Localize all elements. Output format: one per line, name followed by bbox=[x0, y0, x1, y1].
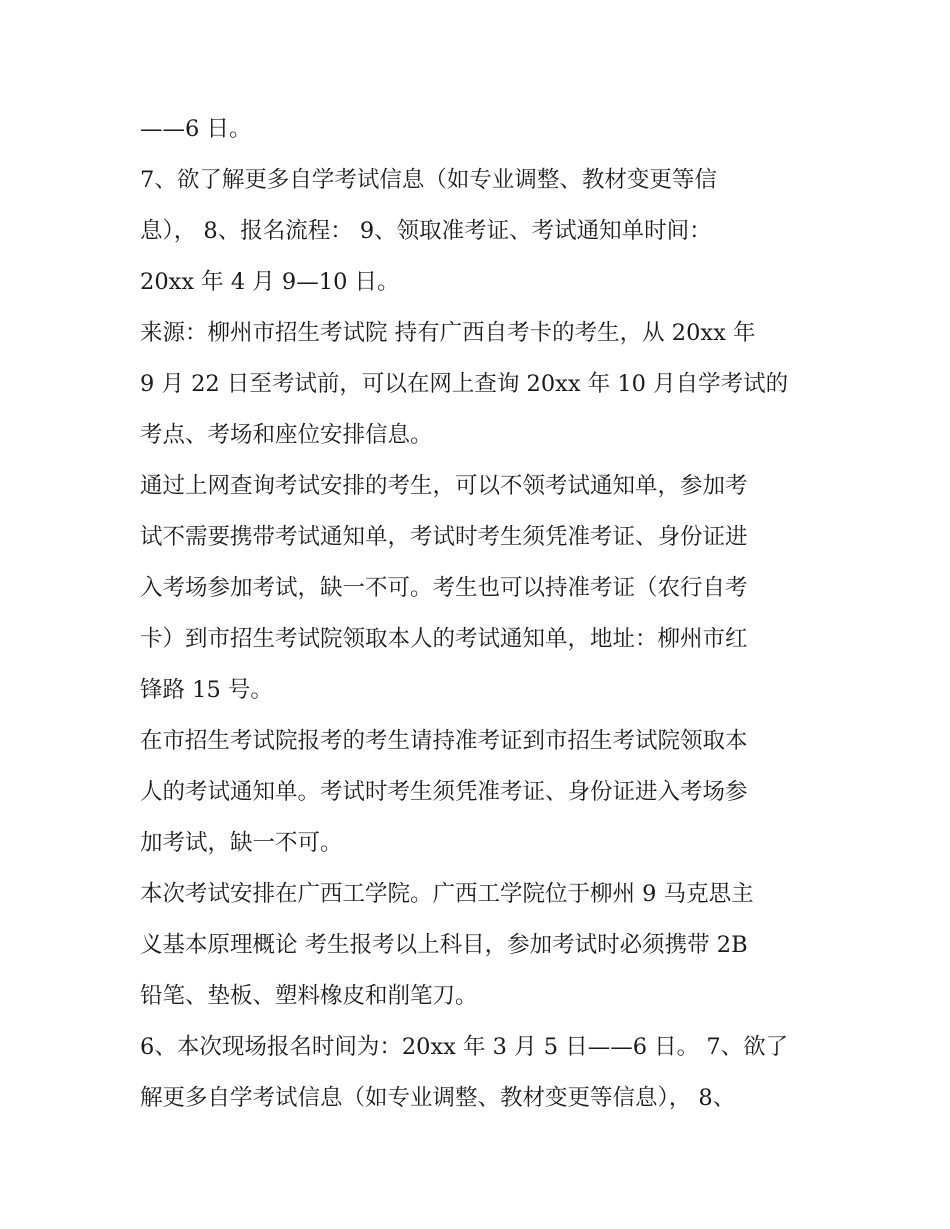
text-line: 加考试，缺一不可。 bbox=[140, 830, 343, 856]
text-line: 本次考试安排在广西工学院。广西工学院位于柳州 9 马克思主 bbox=[140, 881, 754, 907]
text-line: 在市招生考试院报考的考生请持准考证到市招生考试院领取本 bbox=[140, 728, 748, 754]
text-line: 人的考试通知单。考试时考生须凭准考证、身份证进入考场参 bbox=[140, 779, 748, 805]
text-line: 20xx 年 4 月 9—10 日。 bbox=[140, 269, 400, 295]
text-line: 解更多自学考试信息（如专业调整、教材变更等信息）， 8、 bbox=[140, 1085, 736, 1111]
text-line: 卡）到市招生考试院领取本人的考试通知单，地址：柳州市红 bbox=[140, 626, 748, 652]
text-line: 7、欲了解更多自学考试信息（如专业调整、教材变更等信 bbox=[140, 167, 717, 193]
text-line: 考点、考场和座位安排信息。 bbox=[140, 422, 433, 448]
text-line: 入考场参加考试，缺一不可。考生也可以持准考证（农行自考 bbox=[140, 575, 748, 601]
text-line: 锋路 15 号。 bbox=[140, 677, 273, 703]
text-line: 通过上网查询考试安排的考生，可以不领考试通知单，参加考 bbox=[140, 473, 748, 499]
text-line: 试不需要携带考试通知单，考试时考生须凭准考证、身份证进 bbox=[140, 524, 748, 550]
text-line: 来源：柳州市招生考试院 持有广西自考卡的考生，从 20xx 年 bbox=[140, 320, 756, 346]
text-line: 铅笔、垫板、塑料橡皮和削笔刀。 bbox=[140, 983, 478, 1009]
text-line: 6、本次现场报名时间为：20xx 年 3 月 5 日——6 日。 7、欲了 bbox=[140, 1034, 789, 1060]
text-line: ——6 日。 bbox=[140, 116, 252, 142]
text-line: 义基本原理概论 考生报考以上科目，参加考试时必须携带 2B bbox=[140, 932, 748, 958]
document-body bbox=[140, 104, 820, 1124]
text-line: 9 月 22 日至考试前，可以在网上查询 20xx 年 10 月自学考试的 bbox=[140, 371, 789, 397]
text-line: 息）， 8、报名流程： 9、领取准考证、考试通知单时间： bbox=[140, 218, 712, 244]
